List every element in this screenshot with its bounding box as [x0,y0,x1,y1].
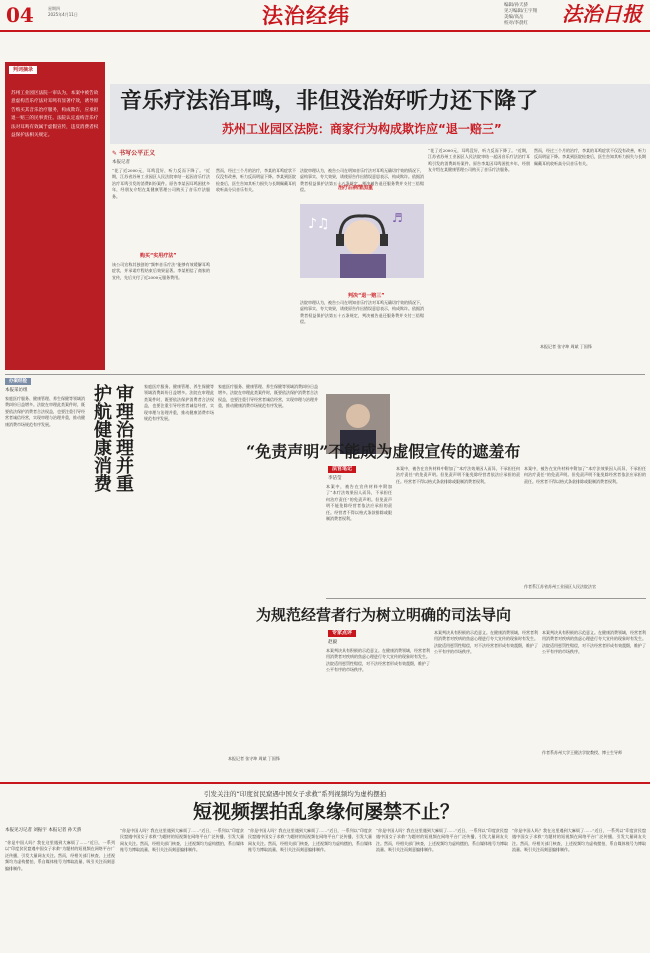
article2-title: 审理治理并重 护航健康消费 [91,384,134,492]
reporter-line: 赵毅 [328,640,337,645]
subhead: 治疗后病情加重 [338,185,374,191]
article2-text: 家庭医疗服务、健康管理、养生保健等领域消费纠纷日益增多。法院在审理此类案件时，既要依法保护消费者合法权益，也要注重引导经营者诚信经营，实现审理与治理并重，推动健康消费市场规范有序发展。 [218,384,318,409]
pen-icon: ✎ [112,150,118,157]
reporter-line: 本报见习记者 刘振宇 本报记者 孙天骄 [5,828,82,833]
column-tag-label: 书写公平正义 [119,150,156,157]
article2-text: 家庭医疗服务、健康管理、养生保健等领域消费纠纷日益增多。法院在审理此类案件时，既要依法保护消费者合法权益，也要注重引导经营者诚信经营，实现审理与治理并重，推动健康消费市场规范有序发展。 [5,396,85,427]
verdict-excerpt-text: 苏州工业园区法院一审认为，本案中被告故意虚构音乐疗法对耳鸣有显著疗效，诱导原告购买其音乐治疗服务，构成欺诈，应承担退一赔三的民事责任。法院认定虚构音乐疗法对耳鸣有效属于虚假宣传，违反消费者权益保护法相关规定。 [11,91,99,139]
music-therapy-illustration [300,204,424,278]
editor-line: 校对/李晨红 [504,21,529,26]
header-divider [0,30,650,32]
editor-line: 美编/高岳 [504,15,524,20]
article5-text: “你是中国人吗？我在这里遇到大麻烦了……”近日，一系列以“印度贫民窟遇中国女子求救”为题材的短视频在网络平台广泛传播，引发大量网友关注。然而，经相关部门核查，上述视频均为虚构摆拍，系自媒体账号为博取流量、吸引关注而刻意编排制作。 [512,828,646,853]
article4-title: 为规范经营者行为树立明确的司法导向 [256,606,512,624]
subhead: 购买“实用疗法” [140,253,177,259]
weekday: 星期四 [48,6,60,11]
article5-text: “你是中国人吗？我在这里遇到大麻烦了……”近日，一系列以“印度贫民窟遇中国女子求救”为题材的短视频在网络平台广泛传播，引发大量网友关注。然而，经相关部门核查，上述视频均为虚构摆拍，系自媒体账号为博取流量、吸引关注而刻意编排制作。 [248,828,372,853]
section-title: 法治经纬 [262,3,350,28]
verdict-excerpt-box [5,62,105,370]
subhead: 判决“退一赔三” [348,293,385,299]
article5-text: “你是中国人吗？我在这里遇到大麻烦了……”近日，一系列以“印度贫民窟遇中国女子求救”为题材的短视频在网络平台广泛传播，引发大量网友关注。然而，经相关部门核查，上述视频均为虚构摆拍，系自媒体账号为博取流量、吸引关注而刻意编排制作。 [120,828,244,853]
article3-byline: 作者系江苏省苏州工业园区人民法院法官 [524,584,596,589]
section-divider [5,374,645,375]
reporter-line: 本报记者 [112,160,130,165]
article1-para: “花了近2000元，耳鸣没好，听力反而下降了。”近期，江苏省苏州工业园区人民法院审结一起因音乐疗法治疗耳鸣引发的消费纠纷案件。原告李某因耳鸣困扰多年，经朋友介绍在某健康管理公司购买了音乐疗法服务。 [112,168,210,199]
section-label: 办案经验 [5,378,31,385]
main-headline: 音乐疗法治耳鸣，非但没治好听力还下降了 [120,89,539,114]
article2-byline: 本报记者 张守坤 周斌 丁国锋 [228,756,280,761]
article3-text: 本案中，被告在宣传材料中附加了“本疗法效果因人而异，不承担任何治疗责任”的免责声明。但免责声明不能免除经营者依法应承担的责任。经营者不得以格式条款排除或限制消费者权利。 [396,466,520,484]
full-date: 2025年4月11日 [48,12,78,17]
article4-text: 本案判决具有积极的示范意义。在健康消费领域，经营者利用消费者对疾病的焦虑心理进行夸大宣传的现象时有发生。法院适用惩罚性赔偿，对不法经营者形成有效震慑，维护了公平有序的市场秩序。 [434,630,538,655]
article2-text: 家庭医疗服务、健康管理、养生保健等领域消费纠纷日益增多。法院在审理此类案件时，既要依法保护消费者合法权益，也要注重引导经营者诚信经营，实现审理与治理并重，推动健康消费市场规范有序发展。 [144,384,214,422]
article1-para: 法院审理认为，被告公司在明知音乐疗法对耳鸣无确切疗效的情况下，虚构事实、夸大效果，诱使原告作出错误意思表示，构成欺诈。依据消费者权益保护法第五十五条规定，判决被告退还服务费并支付三倍赔偿。 [300,300,424,325]
svg-text:♬: ♬ [392,211,403,225]
editor-credits [504,3,537,27]
article5-text: “你是中国人吗？我在这里遇到大麻烦了……”近日，一系列以“印度贫民窟遇中国女子求救”为题材的短视频在网络平台广泛传播，引发大量网友关注。然而，经相关部门核查，上述视频均为虚构摆拍，系自媒体账号为博取流量、吸引关注而刻意编排制作。 [376,828,508,853]
page-number: 04 [6,3,34,27]
article4-text: 本案判决具有积极的示范意义。在健康消费领域，经营者利用消费者对疾病的焦虑心理进行夸大宣传的现象时有发生。法院适用惩罚性赔偿，对不法经营者形成有效震慑，维护了公平有序的市场秩序。 [326,648,430,673]
article4-byline: 作者系苏州大学王健法学院教授、博士生导师 [542,750,622,755]
section-label: 法官笔记 [328,466,356,473]
svg-text:♪♫: ♪♫ [308,216,330,232]
article1-byline: 本报记者 张守坤 周斌 丁国锋 [540,344,592,349]
newspaper-logo: 法治日报 [562,2,642,26]
article4-text: 本案判决具有积极的示范意义。在健康消费领域，经营者利用消费者对疾病的焦虑心理进行夸大宣传的现象时有发生。法院适用惩罚性赔偿，对不法经营者形成有效震慑，维护了公平有序的市场秩序。 [542,630,646,655]
section-divider [326,598,646,599]
article1-para: “花了近2000元，耳鸣没好，听力反而下降了。”近期，江苏省苏州工业园区人民法院审结一起因音乐疗法治疗耳鸣引发的消费纠纷案件。原告李某因耳鸣困扰多年，经朋友介绍在某健康管理公司购买了音乐疗法服务。 [428,148,530,173]
issue-date [48,6,78,18]
article5-kicker: 引发关注的“印度贫民窟遇中国女子求救”系列视频均为虚构摆拍 [204,790,387,798]
article3-text: 本案中，被告在宣传材料中附加了“本疗法效果因人而异，不承担任何治疗责任”的免责声明。但免责声明不能免除经营者依法应承担的责任。经营者不得以格式条款排除或限制消费者权利。 [524,466,646,484]
article5-text: “你是中国人吗？我在这里遇到大麻烦了……”近日，一系列以“印度贫民窟遇中国女子求救”为题材的短视频在网络平台广泛传播，引发大量网友关注。然而，经相关部门核查，上述视频均为虚构摆拍，系自媒体账号为博取流量、吸引关注而刻意编排制作。 [5,840,115,871]
main-subheadline: 苏州工业园区法院：商家行为构成欺诈应“退一赔三” [222,122,502,136]
article1-para: 然而，经过三个月的治疗，李某的耳鸣症状不仅没有改善，听力反而明显下降。李某到医院检查后，医生告知其听力损失与长期佩戴耳机收听高分贝音乐有关。 [534,148,646,166]
article5-title: 短视频摆拍乱象缘何屡禁不止？ [193,801,460,823]
editor-line: 见习编辑/王宇翔 [504,9,538,14]
article1-para: 法院审理认为，被告公司在明知音乐疗法对耳鸣无确切疗效的情况下，虚构事实、夸大效果，诱使原告作出错误意思表示，构成欺诈。依据消费者权益保护法第五十五条规定，判决被告退还服务费并支付三倍赔偿。 [300,168,424,193]
reporter-line: 本报采访组 [5,388,28,393]
reporter-line: 李洁莹 [328,476,342,481]
article1-para: 然而，经过三个月的治疗，李某的耳鸣症状不仅没有改善，听力反而明显下降。李某到医院检查后，医生告知其听力损失与长期佩戴耳机收听高分贝音乐有关。 [216,168,296,193]
column-tag [112,150,155,158]
article1-para: 该公司宣称其独创的“频率音乐疗法”能够有效缓解耳鸣症状，并承诺疗程结束后效果显著。李某相信了商家的宣传，先后支付了近2000元服务费用。 [112,262,210,280]
bottom-divider [0,782,650,784]
editor-line: 编辑/孙天骄 [504,3,529,8]
verdict-excerpt-label: 判词摘录 [9,66,37,74]
article3-title: “免责声明”不能成为虚假宣传的遮羞布 [246,442,521,461]
article3-text: 本案中，被告在宣传材料中附加了“本疗法效果因人而异，不承担任何治疗责任”的免责声明。但免责声明不能免除经营者依法应承担的责任。经营者不得以格式条款排除或限制消费者权利。 [326,484,392,522]
section-label: 专家点评 [328,630,356,637]
